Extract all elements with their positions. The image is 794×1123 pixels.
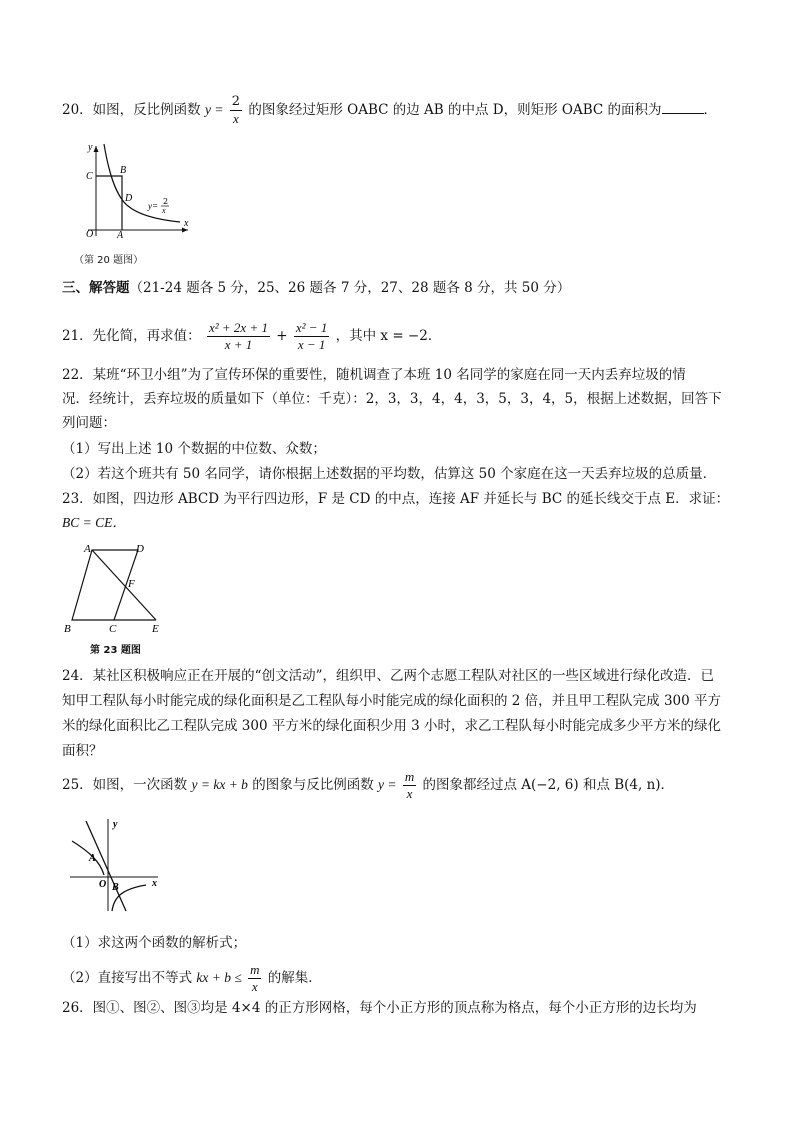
- q20-prefix: 20．如图，反比例函数: [62, 102, 201, 118]
- q25-sub-1: （1）求这两个函数的解析式；: [62, 935, 247, 951]
- section3-title: 三、解答题: [62, 280, 130, 296]
- q21-f1-den: x + 1: [224, 337, 253, 352]
- q22-sub-1: （1）写出上述 10 个数据的中位数、众数；: [62, 441, 326, 457]
- q22-sub-2: （2）若这个班共有 50 名同学，请你根据上述数据的平均数，估算这 50 个家庭在这一天丢弃垃圾的总质量．: [62, 466, 717, 482]
- q25-label-x: x: [152, 878, 157, 889]
- q20-curve-label: y=: [148, 201, 159, 211]
- q25-linear: y = kx + b: [191, 777, 248, 792]
- q25-figure: [66, 815, 166, 915]
- q23-caption: 第 23 题图: [90, 645, 141, 656]
- section3-note: （21-24 题各 5 分，25、26 题各 7 分，27、28 题各 8 分，共 50 分）: [129, 280, 571, 296]
- q25-label-o: O: [99, 879, 107, 890]
- q25-prefix: 25．如图，一次函数: [62, 777, 188, 793]
- q25-label-y: y: [113, 819, 118, 830]
- q23-label-a: A: [84, 543, 91, 555]
- q25-curve-left: [72, 841, 104, 875]
- q20-label-d: D: [125, 193, 133, 204]
- q20-middle: 的图象经过矩形 OABC 的边 AB 的中点 D，则矩形 OABC 的面积为: [248, 102, 662, 118]
- q21-fraction-2: [294, 320, 329, 353]
- q21-fraction-1: [207, 320, 270, 353]
- q20-curve: [104, 144, 180, 222]
- q25-sub-2: [62, 962, 322, 995]
- q26-line-1: 26．图①、图②、图③均是 4×4 的正方形网格，每个小正方形的顶点称为格点，每个小正方形的边长均为: [62, 1000, 697, 1016]
- q25-sub2-den: x: [251, 979, 258, 994]
- q24-line-2: 知甲工程队每小时能完成的绿化面积是乙工程队每小时能完成的绿化面积的 2 倍，并且甲工程队完成 300 平方: [62, 693, 722, 709]
- q20-rectangle: [96, 176, 122, 230]
- q21-f1-num: x² + 2x + 1: [208, 320, 268, 335]
- q20-y-eq: y =: [204, 102, 224, 117]
- q21-suffix: ，其中 x = −2．: [335, 328, 442, 344]
- q20-stem: [62, 94, 717, 127]
- q23-label-c: C: [109, 623, 117, 635]
- q20-label-b: B: [120, 165, 127, 176]
- q24-line-3: 米的绿化面积比乙工程队完成 300 平方米的绿化面积少用 3 小时，求乙工程队每小时能完成多少平方米的绿化: [62, 718, 722, 734]
- q20-frac-den: x: [233, 111, 239, 126]
- q21-stem: [62, 320, 441, 353]
- q20-curve-num: 2: [163, 197, 169, 206]
- q23-figure: [62, 540, 172, 635]
- q25-sub2-fraction: [248, 962, 261, 995]
- q23-line-ae: [92, 550, 156, 620]
- q20-figure: [80, 140, 195, 240]
- q20-fraction: [230, 94, 242, 127]
- q22-line-3: 列问题：: [62, 415, 116, 431]
- q20-y-arrow: [94, 146, 99, 152]
- q20-label-y: y: [88, 142, 93, 153]
- q25-suffix: 的图象都经过点 A(−2, 6) 和点 B(4, n)．: [422, 777, 675, 793]
- q25-frac-num: m: [404, 769, 415, 784]
- q24-line-4: 面积？: [62, 743, 103, 759]
- q24-line-1: 24．某社区积极响应正在开展的“创文活动”，组织甲、乙两个志愿工程队对社区的一些区域进行绿化改造．已: [62, 668, 714, 684]
- q20-label-a: A: [117, 230, 124, 240]
- section3-heading: [62, 278, 570, 298]
- q25-label-b: B: [112, 882, 119, 893]
- q21-f2-num: x² − 1: [295, 320, 328, 335]
- q20-label-o: O: [86, 229, 94, 240]
- q25-y-eq: y =: [378, 777, 397, 792]
- q23-line-2: BC = CE．: [62, 515, 126, 530]
- q25-sub2-ineq: kx + b ≤: [196, 970, 242, 985]
- q21-f2-den: x − 1: [297, 337, 326, 352]
- q20-frac-num: 2: [231, 94, 241, 109]
- q23-label-d: D: [136, 543, 144, 555]
- q23-label-e: E: [152, 623, 159, 635]
- q25-label-a: A: [89, 853, 96, 864]
- q21-plus: +: [276, 328, 288, 344]
- q25-sub2-num: m: [250, 962, 260, 977]
- q22-line-1: 22．某班“环卫小组”为了宣传环保的重要性，随机调查了本班 10 名同学的家庭在同一天内丢弃垃圾的情: [62, 367, 686, 383]
- q25-sub2-prefix: （2）直接写出不等式: [62, 970, 193, 986]
- q22-line-2: 况．经统计，丢弃垃圾的质量如下（单位：千克）：2，3，3，4，4，3，5，3，4，5，根据上述数据，回答下: [62, 391, 722, 407]
- q25-frac-den: x: [406, 786, 413, 801]
- q25-sub2-suffix: 的解集．: [267, 970, 322, 986]
- q25-stem: [62, 769, 674, 802]
- q20-suffix: ．: [703, 102, 718, 118]
- q20-answer-blank[interactable]: [662, 99, 704, 114]
- q21-prefix: 21．先化简，再求值：: [62, 328, 201, 344]
- q23-label-f: F: [128, 578, 135, 590]
- q23-line-1: 23．如图，四边形 ABCD 为平行四边形，F 是 CD 的中点，连接 AF 并延长与 BC 的延长线交于点 E．求证：: [62, 491, 730, 507]
- q20-label-c: C: [86, 171, 93, 182]
- q25-linear-line: [86, 821, 126, 911]
- q20-label-x: x: [184, 218, 189, 229]
- q20-curve-den: x: [162, 206, 166, 215]
- q23-label-b: B: [64, 623, 71, 635]
- q25-middle: 的图象与反比例函数: [252, 777, 374, 793]
- q20-caption: （第 20 题图）: [74, 255, 144, 266]
- q25-fraction: [403, 769, 416, 802]
